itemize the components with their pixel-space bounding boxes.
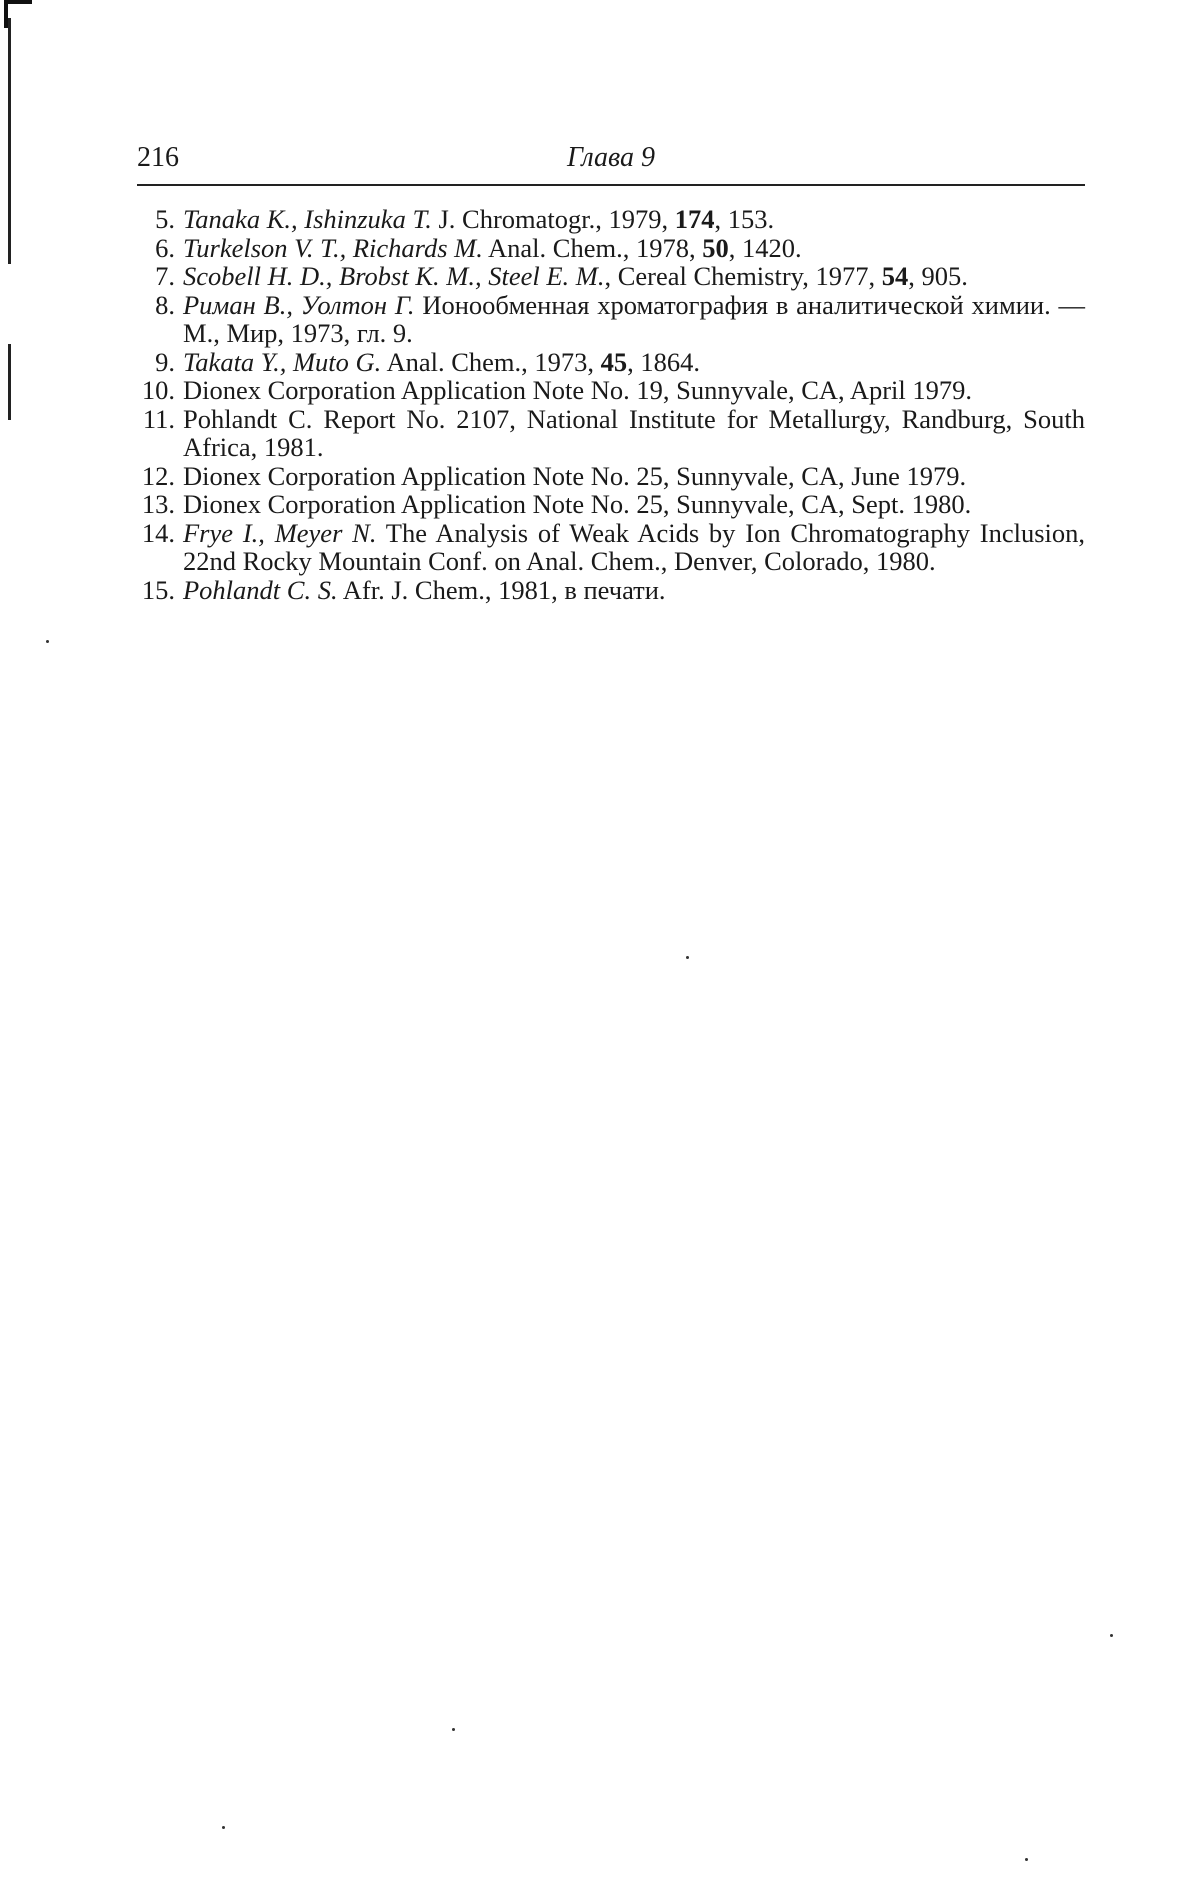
reference-number: 14. bbox=[141, 517, 175, 548]
running-head: Глава 9 bbox=[567, 142, 655, 173]
reference-source: The Analysis of Weak Acids by Ion Chromatography Inclusion, 22nd Rocky Mountain Conf. on Anal. Chem., Denver, Colorado, 1980. bbox=[183, 517, 1085, 576]
reference-item bbox=[137, 405, 1085, 462]
reference-source: Dionex Corporation Application Note No. 19, Sunnyvale, CA, April 1979. bbox=[183, 375, 973, 405]
page-number: 216 bbox=[137, 142, 179, 173]
scan-speck bbox=[46, 640, 49, 643]
reference-volume: 45 bbox=[600, 346, 628, 377]
reference-source: Anal. Chem., 1973, bbox=[381, 346, 601, 377]
scan-edge-line bbox=[8, 344, 11, 420]
reference-volume: 50 bbox=[702, 232, 729, 263]
scan-speck bbox=[222, 1826, 225, 1829]
reference-pages: , 1864. bbox=[627, 346, 701, 377]
reference-volume: 54 bbox=[881, 261, 909, 291]
reference-source: Dionex Corporation Application Note No. 25, Sunnyvale, CA, Sept. 1980. bbox=[183, 489, 972, 519]
reference-authors: Scobell H. D., Brobst K. M., Steel E. M. bbox=[183, 261, 605, 291]
reference-item bbox=[137, 291, 1085, 348]
reference-source: J. Chromatogr., 1979, bbox=[431, 204, 675, 234]
reference-number: 15. bbox=[141, 574, 175, 605]
reference-source: Ионообменная хроматография в аналитической химии. — М., Мир, 1973, гл. 9. bbox=[183, 289, 1085, 348]
scan-speck bbox=[452, 1728, 455, 1731]
reference-authors: Turkelson V. T., Richards M. bbox=[183, 232, 483, 263]
reference-source: Pohlandt C. Report No. 2107, National Institute for Metallurgy, Randburg, South Africa, 1981. bbox=[183, 403, 1085, 462]
reference-number: 10. bbox=[141, 375, 175, 405]
reference-item bbox=[137, 376, 1085, 405]
reference-item bbox=[137, 490, 1085, 519]
page-header bbox=[137, 138, 1085, 186]
reference-source: Afr. J. Chem., 1981, в печати. bbox=[337, 574, 666, 605]
reference-item bbox=[137, 262, 1085, 291]
reference-authors: Frye I., Meyer N. bbox=[183, 517, 377, 548]
reference-authors: Pohlandt C. S. bbox=[183, 574, 338, 605]
reference-number: 11. bbox=[142, 403, 175, 434]
reference-list bbox=[137, 205, 1085, 604]
reference-item bbox=[137, 576, 1085, 605]
reference-volume: 174 bbox=[674, 204, 715, 234]
reference-item bbox=[137, 234, 1085, 263]
reference-pages: , 153. bbox=[714, 204, 775, 234]
scan-edge-line bbox=[8, 18, 11, 264]
scan-speck bbox=[1025, 1858, 1028, 1861]
reference-source: Anal. Chem., 1978, bbox=[482, 232, 703, 263]
reference-item bbox=[137, 462, 1085, 491]
reference-item bbox=[137, 519, 1085, 576]
reference-item bbox=[137, 348, 1085, 377]
reference-source: Dionex Corporation Application Note No. 25, Sunnyvale, CA, June 1979. bbox=[183, 460, 967, 491]
scan-speck bbox=[686, 956, 689, 959]
reference-pages: , 1420. bbox=[728, 232, 802, 263]
reference-number: 9. bbox=[155, 346, 175, 377]
reference-number: 13. bbox=[141, 489, 175, 519]
reference-number: 12. bbox=[141, 460, 175, 491]
reference-authors: Риман В., Уолтон Г. bbox=[183, 289, 415, 320]
reference-authors: Tanaka K., Ishinzuka T. bbox=[183, 204, 432, 234]
reference-number: 8. bbox=[155, 289, 175, 320]
reference-item bbox=[137, 205, 1085, 234]
reference-number: 5. bbox=[155, 204, 175, 234]
reference-source: , Cereal Chemistry, 1977, bbox=[604, 261, 882, 291]
reference-number: 7. bbox=[155, 261, 175, 291]
reference-authors: Takata Y., Muto G. bbox=[183, 346, 382, 377]
scan-speck bbox=[1110, 1634, 1113, 1637]
reference-pages: , 905. bbox=[908, 261, 968, 291]
reference-number: 6. bbox=[155, 232, 175, 263]
